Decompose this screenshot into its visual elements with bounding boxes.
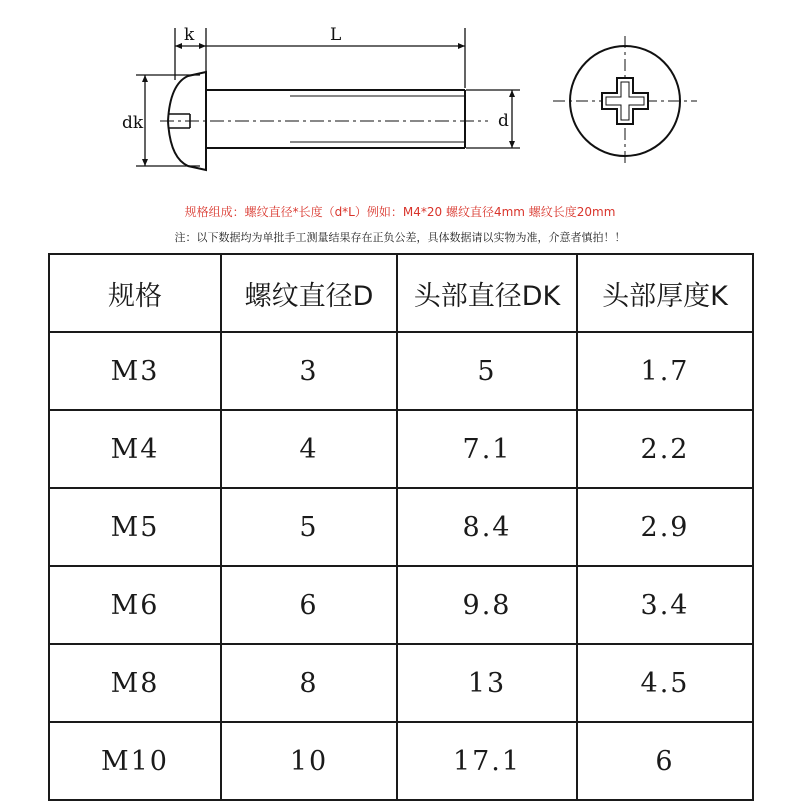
cell-spec: M3 [49,332,221,410]
cell-head-thickness: 2.2 [577,410,753,488]
header-spec: 规格 [49,254,221,332]
cell-spec: M5 [49,488,221,566]
cell-head-diameter: 8.4 [397,488,577,566]
cell-thread-diameter: 4 [221,410,397,488]
cell-head-diameter: 5 [397,332,577,410]
k-label: k [184,25,195,45]
header-head-diameter: 头部直径DK [397,254,577,332]
cell-thread-diameter: 6 [221,566,397,644]
cell-thread-diameter: 3 [221,332,397,410]
cell-head-thickness: 6 [577,722,753,800]
table-row [49,332,753,410]
cell-head-thickness: 4.5 [577,644,753,722]
cell-head-thickness: 2.9 [577,488,753,566]
dk-label: dk [122,113,144,133]
cell-spec: M8 [49,644,221,722]
cell-spec: M4 [49,410,221,488]
table-header-row [49,254,753,332]
table-row [49,410,753,488]
cell-thread-diameter: 8 [221,644,397,722]
cell-thread-diameter: 5 [221,488,397,566]
table-row [49,488,753,566]
spec-composition-note: 规格组成：螺纹直径*长度（d*L）例如：M4*20 螺纹直径4mm 螺纹长度20mm [184,205,616,219]
cell-head-diameter: 7.1 [397,410,577,488]
l-label: L [330,25,342,45]
cell-head-diameter: 13 [397,644,577,722]
cell-head-thickness: 1.7 [577,332,753,410]
screw-dimension-drawing [0,0,800,200]
header-head-thickness: 头部厚度K [577,254,753,332]
cell-thread-diameter: 10 [221,722,397,800]
cell-spec: M10 [49,722,221,800]
table-row [49,722,753,800]
cell-head-diameter: 9.8 [397,566,577,644]
spec-table [48,253,754,801]
cell-spec: M6 [49,566,221,644]
table-row [49,644,753,722]
cell-head-thickness: 3.4 [577,566,753,644]
cell-head-diameter: 17.1 [397,722,577,800]
table-row [49,566,753,644]
disclaimer-note: 注：以下数据均为单批手工测量结果存在正负公差，具体数据请以实物为准，介意者慎拍！！ [174,231,626,244]
header-thread-diameter: 螺纹直径D [221,254,397,332]
d-label: d [498,111,509,131]
